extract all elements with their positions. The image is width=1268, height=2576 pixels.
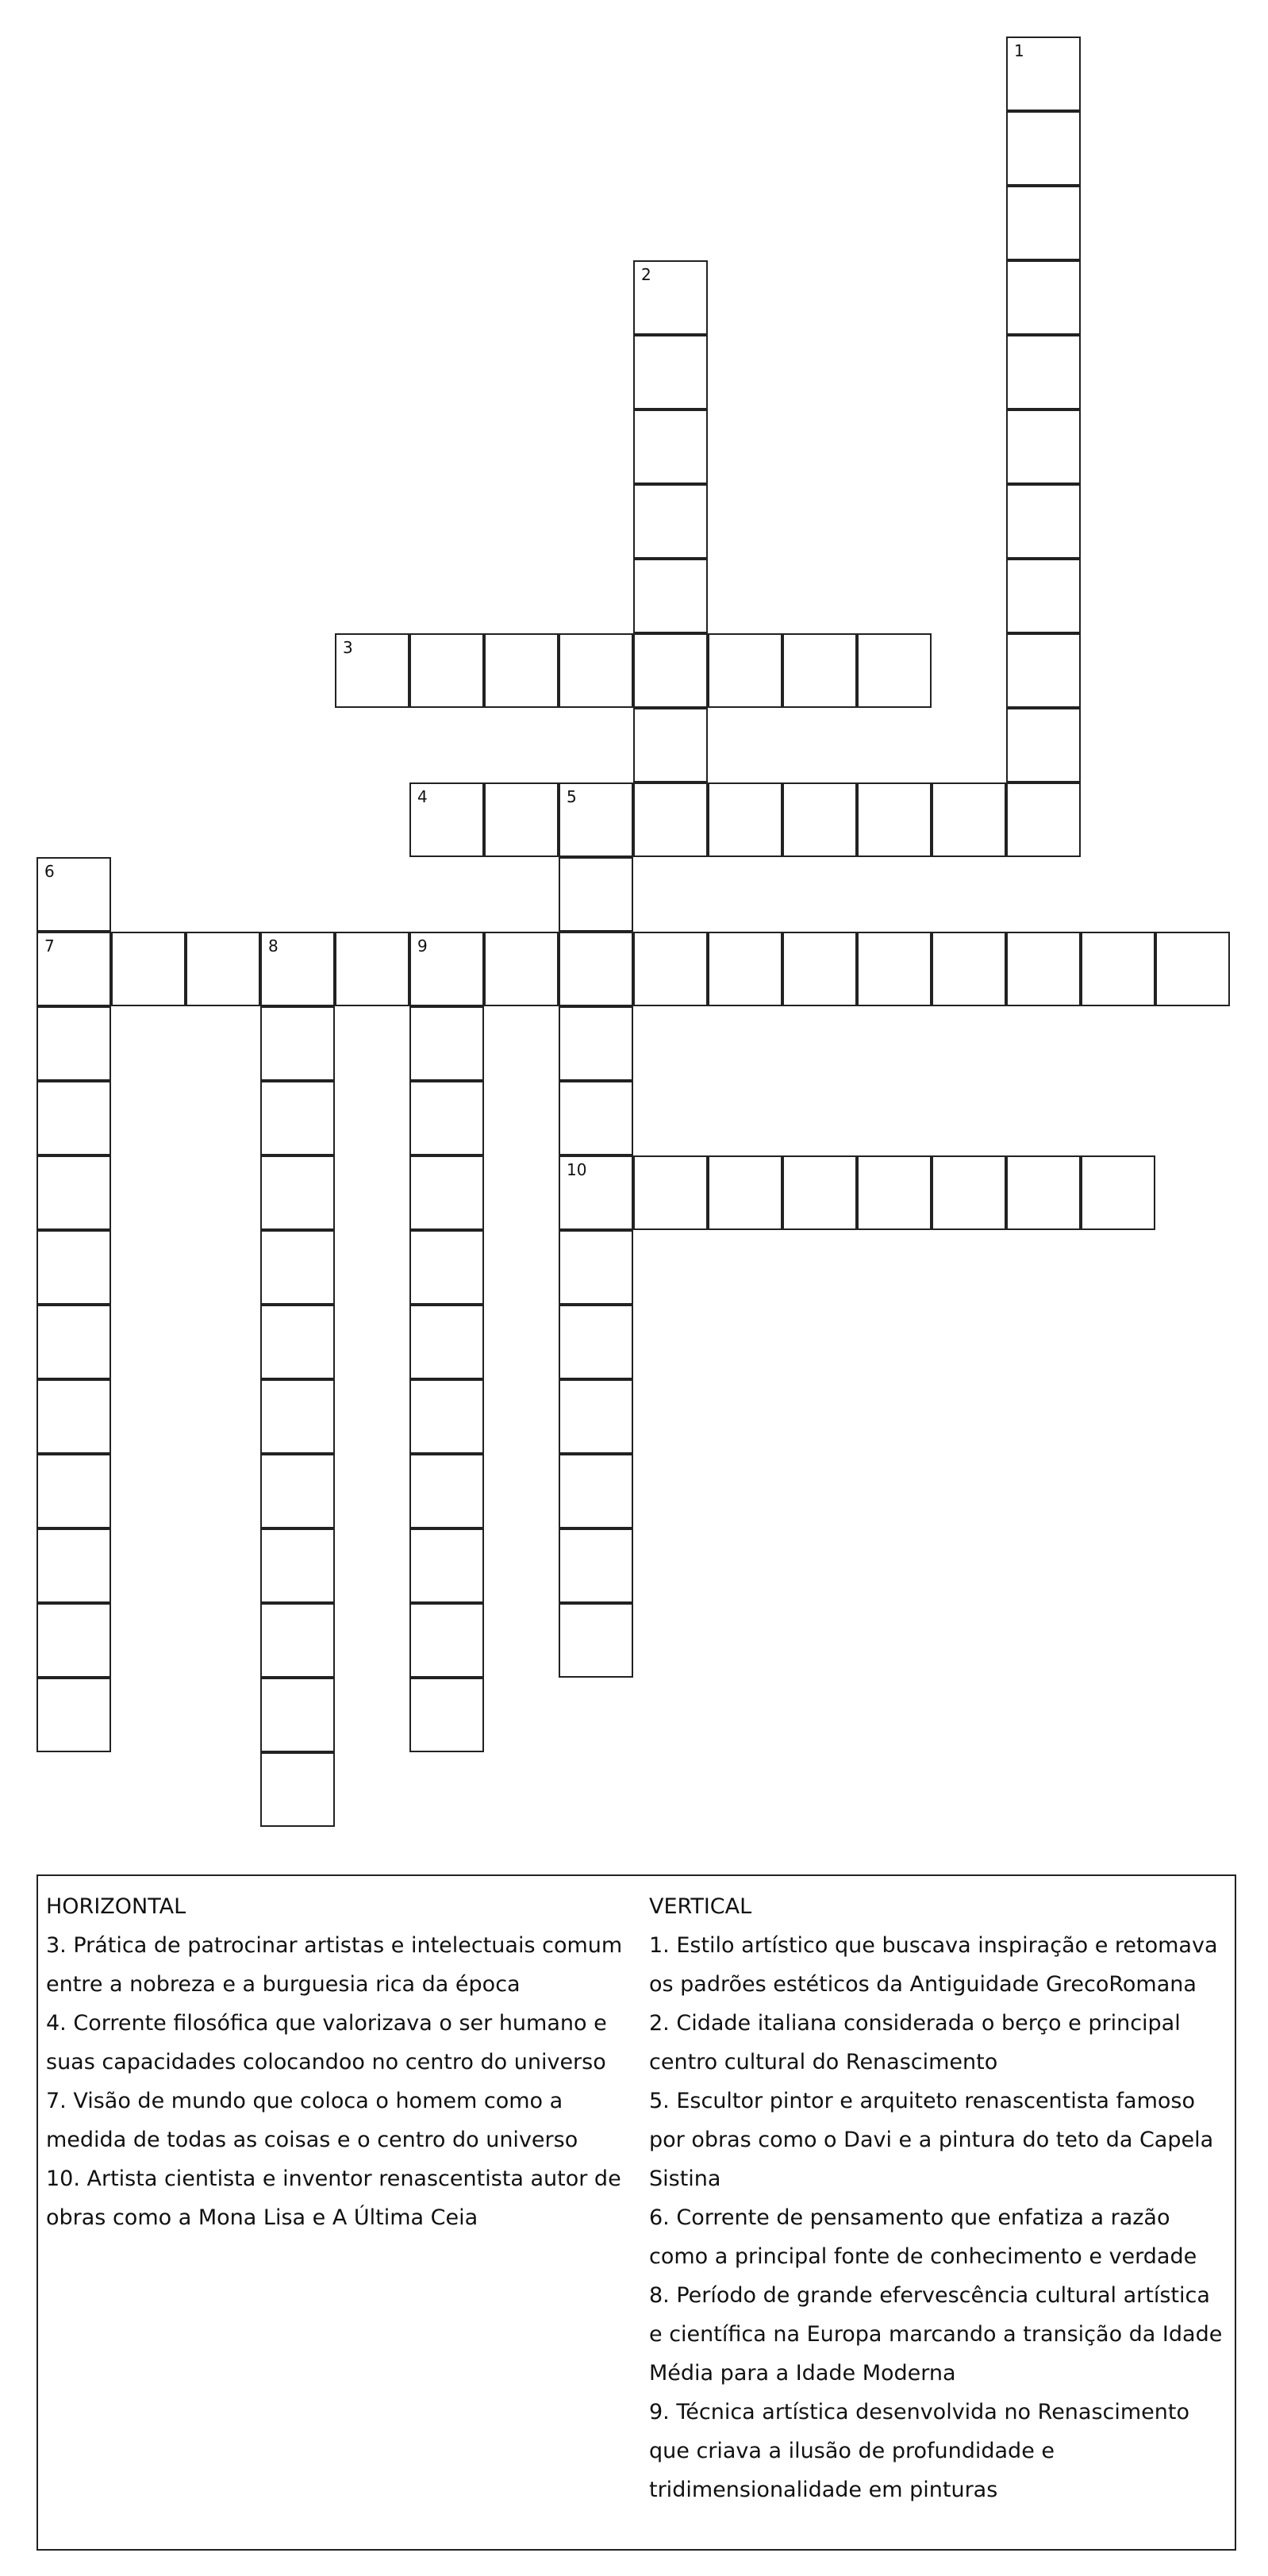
crossword-cell[interactable]	[1006, 111, 1081, 186]
crossword-cell[interactable]	[559, 1081, 633, 1155]
crossword-cell[interactable]	[1006, 37, 1081, 111]
crossword-cell[interactable]	[633, 932, 708, 1006]
crossword-cell[interactable]	[1081, 1155, 1155, 1230]
clue-vertical-5: 5. Escultor pintor e arquiteto renascentista famoso por obras como o Davi e a pintura do teto da Capela Sistina	[649, 2089, 1214, 2191]
clues-box	[37, 1874, 1236, 2551]
crossword-cell[interactable]	[559, 1379, 633, 1454]
crossword-cell[interactable]	[708, 1155, 782, 1230]
crossword-cell[interactable]	[1006, 260, 1081, 335]
crossword-cell[interactable]	[633, 409, 708, 484]
crossword-cell[interactable]	[409, 1528, 484, 1603]
crossword-cell[interactable]	[1155, 932, 1230, 1006]
crossword-cell[interactable]	[1006, 782, 1081, 857]
crossword-cell[interactable]	[260, 1528, 335, 1603]
crossword-cell[interactable]	[409, 932, 484, 1006]
clue-number: 10	[567, 1160, 587, 1179]
crossword-cell[interactable]	[559, 1454, 633, 1528]
clue-vertical-2: 2. Cidade italiana considerada o berço e principal centro cultural do Renascimento	[649, 2011, 1181, 2074]
crossword-cell[interactable]	[559, 857, 633, 932]
crossword-cell[interactable]	[260, 1454, 335, 1528]
crossword-cell[interactable]	[260, 1230, 335, 1305]
crossword-cell[interactable]	[260, 1678, 335, 1752]
crossword-cell[interactable]	[260, 1006, 335, 1081]
crossword-cell[interactable]	[37, 1230, 111, 1305]
crossword-cell[interactable]	[260, 1155, 335, 1230]
crossword-cell[interactable]	[1006, 932, 1081, 1006]
crossword-cell[interactable]	[37, 1379, 111, 1454]
crossword-cell[interactable]	[260, 1081, 335, 1155]
crossword-cell[interactable]	[559, 1006, 633, 1081]
clue-number: 3	[343, 638, 353, 657]
crossword-cell[interactable]	[260, 1752, 335, 1827]
crossword-cell[interactable]	[559, 1230, 633, 1305]
clue-horizontal-10: 10. Artista cientista e inventor renascentista autor de obras como a Mona Lisa e A Última Ceia	[46, 2167, 621, 2230]
crossword-cell[interactable]	[409, 1305, 484, 1379]
crossword-cell[interactable]	[633, 260, 708, 335]
crossword-cell[interactable]	[633, 559, 708, 633]
crossword-cell[interactable]	[782, 782, 857, 857]
crossword-cell[interactable]	[484, 782, 559, 857]
crossword-cell[interactable]	[857, 932, 932, 1006]
crossword-cell[interactable]	[559, 782, 633, 857]
crossword-cell[interactable]	[559, 1603, 633, 1678]
clue-horizontal-7: 7. Visão de mundo que coloca o homem como a medida de todas as coisas e o centro do universo	[46, 2089, 578, 2152]
crossword-cell[interactable]	[633, 484, 708, 559]
crossword-cell[interactable]	[857, 782, 932, 857]
crossword-cell[interactable]	[1081, 932, 1155, 1006]
crossword-cell[interactable]	[37, 1155, 111, 1230]
crossword-cell[interactable]	[708, 932, 782, 1006]
crossword-cell[interactable]	[559, 633, 633, 708]
crossword-cell[interactable]	[37, 1678, 111, 1752]
crossword-cell[interactable]	[633, 633, 708, 708]
crossword-cell[interactable]	[484, 932, 559, 1006]
crossword-cell[interactable]	[633, 782, 708, 857]
crossword-cell[interactable]	[932, 932, 1006, 1006]
crossword-cell[interactable]	[1006, 633, 1081, 708]
crossword-cell[interactable]	[37, 1454, 111, 1528]
crossword-cell[interactable]	[260, 1603, 335, 1678]
crossword-cell[interactable]	[37, 1081, 111, 1155]
clue-number: 6	[44, 862, 55, 881]
horizontal-clues-title: HORIZONTAL	[46, 1894, 186, 1919]
crossword-cell[interactable]	[111, 932, 186, 1006]
crossword-cell[interactable]	[37, 932, 111, 1006]
clue-number: 8	[268, 936, 279, 955]
crossword-cell[interactable]	[1006, 186, 1081, 260]
crossword-cell[interactable]	[37, 1528, 111, 1603]
clue-vertical-6: 6. Corrente de pensamento que enfatiza a razão como a principal fonte de conhecimento e verdade	[649, 2205, 1197, 2269]
clue-number: 5	[567, 787, 577, 806]
crossword-cell[interactable]	[409, 1454, 484, 1528]
crossword-cell[interactable]	[409, 1603, 484, 1678]
crossword-cell[interactable]	[708, 633, 782, 708]
crossword-cell[interactable]	[932, 782, 1006, 857]
crossword-cell[interactable]	[932, 1155, 1006, 1230]
crossword-cell[interactable]	[1006, 409, 1081, 484]
crossword-cell[interactable]	[186, 932, 260, 1006]
clue-number: 1	[1014, 41, 1024, 60]
clue-vertical-8: 8. Período de grande efervescência cultural artística e científica na Europa marcando a transição da Idade Média para a Idade Moderna	[649, 2283, 1223, 2386]
crossword-cell[interactable]	[409, 782, 484, 857]
vertical-clues-title: VERTICAL	[649, 1894, 752, 1919]
crossword-cell[interactable]	[633, 335, 708, 409]
crossword-cell[interactable]	[857, 1155, 932, 1230]
clue-horizontal-4: 4. Corrente filosófica que valorizava o ser humano e suas capacidades colocandoo no centro do universo	[46, 2011, 607, 2074]
crossword-cell[interactable]	[335, 633, 409, 708]
clue-number: 4	[417, 787, 428, 806]
crossword-cell[interactable]	[559, 1155, 633, 1230]
clue-number: 9	[417, 936, 428, 955]
clue-vertical-1: 1. Estilo artístico que buscava inspiração e retomava os padrões estéticos da Antiguidade GrecoRomana	[649, 1933, 1218, 1997]
crossword-cell[interactable]	[37, 857, 111, 932]
crossword-cell[interactable]	[260, 932, 335, 1006]
horizontal-clues	[46, 1887, 640, 2237]
clue-number: 2	[641, 265, 651, 284]
clue-horizontal-3: 3. Prática de patrocinar artistas e intelectuais comum entre a nobreza e a burguesia rica da época	[46, 1933, 623, 1997]
crossword-cell[interactable]	[260, 1305, 335, 1379]
crossword-cell[interactable]	[1006, 484, 1081, 559]
crossword-cell[interactable]	[409, 633, 484, 708]
crossword-cell[interactable]	[1006, 1155, 1081, 1230]
vertical-clues	[649, 1887, 1228, 2509]
crossword-cell[interactable]	[633, 708, 708, 782]
crossword-cell[interactable]	[260, 1379, 335, 1454]
crossword-cell[interactable]	[37, 1006, 111, 1081]
crossword-cell[interactable]	[409, 1379, 484, 1454]
crossword-cell[interactable]	[409, 1081, 484, 1155]
crossword-cell[interactable]	[633, 1155, 708, 1230]
crossword-cell[interactable]	[37, 1305, 111, 1379]
crossword-cell[interactable]	[559, 1305, 633, 1379]
crossword-cell[interactable]	[782, 633, 857, 708]
crossword-cell[interactable]	[1006, 708, 1081, 782]
crossword-cell[interactable]	[782, 932, 857, 1006]
clue-number: 7	[44, 936, 55, 955]
crossword-cell[interactable]	[559, 932, 633, 1006]
crossword-cell[interactable]	[484, 633, 559, 708]
crossword-cell[interactable]	[857, 633, 932, 708]
crossword-cell[interactable]	[409, 1678, 484, 1752]
crossword-cell[interactable]	[1006, 559, 1081, 633]
crossword-cell[interactable]	[409, 1230, 484, 1305]
crossword-cell[interactable]	[559, 1528, 633, 1603]
crossword-cell[interactable]	[37, 1603, 111, 1678]
crossword-cell[interactable]	[1006, 335, 1081, 409]
clue-vertical-9: 9. Técnica artística desenvolvida no Renascimento que criava a ilusão de profundidade e tridimensionalidade em pinturas	[649, 2400, 1190, 2502]
crossword-cell[interactable]	[708, 782, 782, 857]
crossword-cell[interactable]	[409, 1155, 484, 1230]
crossword-cell[interactable]	[409, 1006, 484, 1081]
crossword-cell[interactable]	[335, 932, 409, 1006]
crossword-cell[interactable]	[782, 1155, 857, 1230]
